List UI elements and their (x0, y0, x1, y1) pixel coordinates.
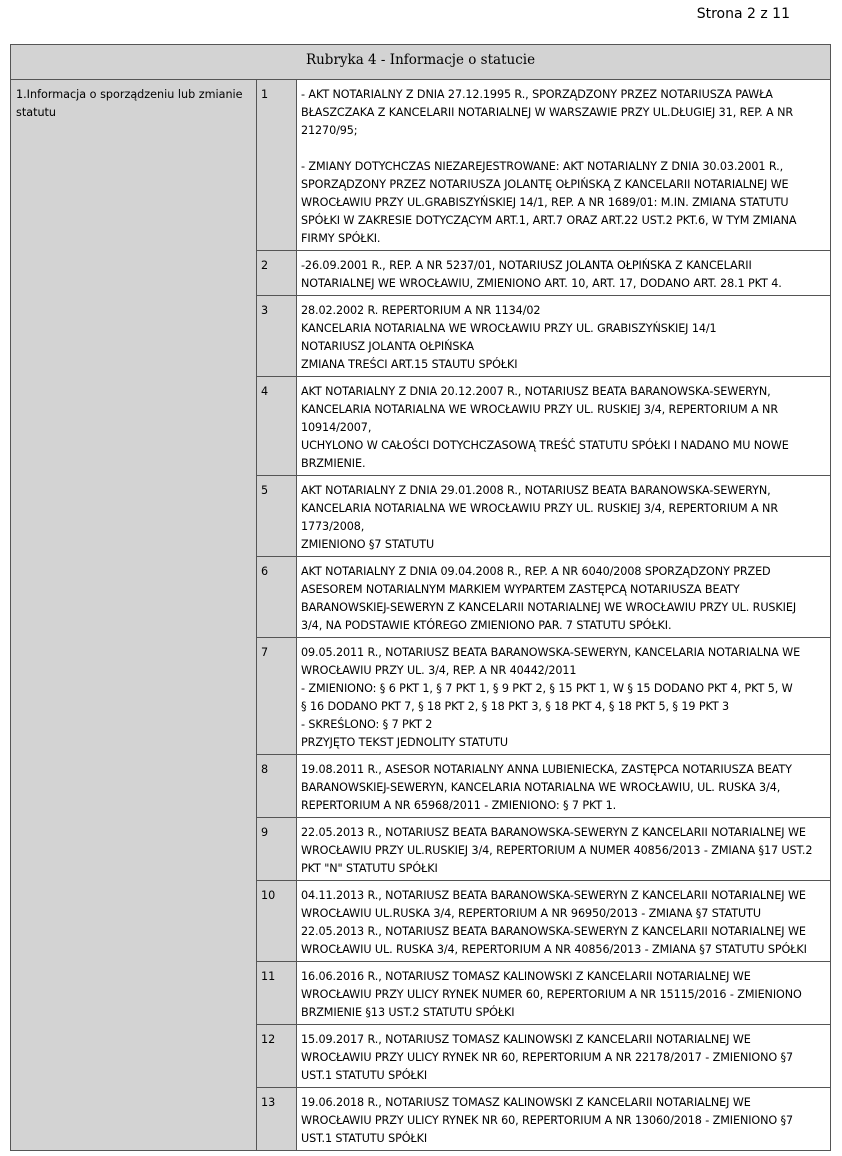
entry-text-line: 22.05.2013 R., NOTARIUSZ BEATA BARANOWSKA-SEWERYN Z KANCELARII NOTARIALNEJ WE (301, 925, 806, 938)
section-title: Rubryka 4 - Informacje o statucie (11, 45, 831, 80)
entry-text-line: KANCELARIA NOTARIALNA WE WROCŁAWIU PRZY UL. RUSKIEJ 3/4, REPERTORIUM A NR (301, 502, 778, 515)
entry-text (297, 962, 831, 1025)
entry-row (11, 80, 831, 251)
entry-text (297, 638, 831, 755)
entry-number: 7 (257, 638, 297, 755)
entry-text-line: - AKT NOTARIALNY Z DNIA 27.12.1995 R., SPORZĄDZONY PRZEZ NOTARIUSZA PAWŁA (301, 88, 773, 101)
field-label: 1.Informacja o sporządzeniu lub zmianie statutu (11, 80, 257, 1151)
entry-text (297, 377, 831, 476)
entry-text (297, 1088, 831, 1151)
entry-number: 6 (257, 557, 297, 638)
entry-text-line: § 16 DODANO PKT 7, § 18 PKT 2, § 18 PKT 3, § 18 PKT 4, § 18 PKT 5, § 19 PKT 3 (301, 700, 730, 713)
entry-number: 8 (257, 755, 297, 818)
entry-text (297, 755, 831, 818)
entry-text-line: UCHYLONO W CAŁOŚCI DOTYCHCZASOWĄ TREŚĆ STATUTU SPÓŁKI I NADANO MU NOWE (301, 439, 789, 452)
entry-text-line: KANCELARIA NOTARIALNA WE WROCŁAWIU PRZY UL. RUSKIEJ 3/4, REPERTORIUM A NR (301, 403, 778, 416)
entry-text (297, 251, 831, 296)
entry-text-line: 21270/95; (301, 124, 358, 137)
entry-number: 1 (257, 80, 297, 251)
entry-number: 4 (257, 377, 297, 476)
entry-text-line: BRZMIENIE. (301, 457, 366, 470)
entry-text-line: AKT NOTARIALNY Z DNIA 29.01.2008 R., NOTARIUSZ BEATA BARANOWSKA-SEWERYN, (301, 484, 771, 497)
entry-text-line: 22.05.2013 R., NOTARIUSZ BEATA BARANOWSKA-SEWERYN Z KANCELARII NOTARIALNEJ WE (301, 826, 806, 839)
entry-number: 9 (257, 818, 297, 881)
entry-text (297, 1025, 831, 1088)
entry-text-line: BARANOWSKIEJ-SEWERYN, KANCELARIA NOTARIALNA WE WROCŁAWIU, UL. RUSKA 3/4, (301, 781, 781, 794)
entry-text-line: SPÓŁKI W ZAKRESIE DOTYCZĄCYM ART.1, ART.7 ORAZ ART.22 UST.2 PKT.6, W TYM ZMIANA (301, 214, 797, 227)
entry-text-line: WROCŁAWIU PRZY ULICY RYNEK NR 60, REPERTORIUM A NR 22178/2017 - ZMIENIONO §7 (301, 1051, 794, 1064)
entry-text-line: WROCŁAWIU UL. RUSKA 3/4, REPERTORIUM A NR 40856/2013 - ZMIANA §7 STATUTU SPÓŁKI (301, 943, 807, 956)
section-header-row (11, 45, 831, 80)
entry-text-line: - ZMIENIONO: § 6 PKT 1, § 7 PKT 1, § 9 PKT 2, § 15 PKT 1, W § 15 DODANO PKT 4, PKT 5, W (301, 682, 793, 695)
entry-text-line: 10914/2007, (301, 421, 372, 434)
entry-text-line: KANCELARIA NOTARIALNA WE WROCŁAWIU PRZY UL. GRABISZYŃSKIEJ 14/1 (301, 322, 717, 335)
entry-text-line: -26.09.2001 R., REP. A NR 5237/01, NOTARIUSZ JOLANTA OŁPIŃSKA Z KANCELARII (301, 259, 752, 272)
entry-number: 2 (257, 251, 297, 296)
entry-number: 5 (257, 476, 297, 557)
entry-text-line: 16.06.2016 R., NOTARIUSZ TOMASZ KALINOWSKI Z KANCELARII NOTARIALNEJ WE (301, 970, 751, 983)
entry-text-line: 3/4, NA PODSTAWIE KTÓREGO ZMIENIONO PAR. 7 STATUTU SPÓŁKI. (301, 619, 672, 632)
entry-number: 10 (257, 881, 297, 962)
entry-text-line: WROCŁAWIU PRZY ULICY RYNEK NUMER 60, REPERTORIUM A NR 15115/2016 - ZMIENIONO (301, 988, 802, 1001)
entry-text-line: WROCŁAWIU PRZY UL. 3/4, REP. A NR 40442/2011 (301, 664, 577, 677)
entry-text-line: BARANOWSKIEJ-SEWERYN Z KANCELARII NOTARIALNEJ WE WROCŁAWIU PRZY UL. RUSKIEJ (301, 601, 797, 614)
entry-text-line: WROCŁAWIU PRZY UL.RUSKIEJ 3/4, REPERTORIUM A NUMER 40856/2013 - ZMIANA §17 UST.2 (301, 844, 813, 857)
entry-text-line: NOTARIUSZ JOLANTA OŁPIŃSKA (301, 340, 474, 353)
entry-number: 13 (257, 1088, 297, 1151)
page-number: Strona 2 z 11 (696, 6, 790, 22)
entry-text-line: PRZYJĘTO TEKST JEDNOLITY STATUTU (301, 736, 508, 749)
entry-text-line: BRZMIENIE §13 UST.2 STATUTU SPÓŁKI (301, 1006, 515, 1019)
entry-text-line: FIRMY SPÓŁKI. (301, 232, 381, 245)
entry-text-line: PKT "N" STATUTU SPÓŁKI (301, 862, 438, 875)
entry-text (297, 80, 831, 251)
entry-text-line: UST.1 STATUTU SPÓŁKI (301, 1132, 428, 1145)
entry-text-line: 28.02.2002 R. REPERTORIUM A NR 1134/02 (301, 304, 541, 317)
statute-info-table (10, 44, 831, 1151)
entry-text-line: WROCŁAWIU PRZY UL.GRABISZYŃSKIEJ 14/1, REP. A NR 1689/01: M.IN. ZMIANA STATUTU (301, 196, 789, 209)
entry-text-line: 09.05.2011 R., NOTARIUSZ BEATA BARANOWSKA-SEWERYN, KANCELARIA NOTARIALNA WE (301, 646, 801, 659)
entry-text-line: UST.1 STATUTU SPÓŁKI (301, 1069, 428, 1082)
entry-text-line: ZMIANA TREŚCI ART.15 STAUTU SPÓŁKI (301, 358, 518, 371)
entry-text-line: 04.11.2013 R., NOTARIUSZ BEATA BARANOWSKA-SEWERYN Z KANCELARII NOTARIALNEJ WE (301, 889, 806, 902)
entry-text-line: NOTARIALNEJ WE WROCŁAWIU, ZMIENIONO ART. 10, ART. 17, DODANO ART. 28.1 PKT 4. (301, 277, 782, 290)
entry-text-line: - ZMIANY DOTYCHCZAS NIEZAREJESTROWANE: AKT NOTARIALNY Z DNIA 30.03.2001 R., (301, 160, 784, 173)
entry-number: 3 (257, 296, 297, 377)
entry-text (297, 476, 831, 557)
entry-text-line: SPORZĄDZONY PRZEZ NOTARIUSZA JOLANTĘ OŁPIŃSKĄ Z KANCELARII NOTARIALNEJ WE (301, 178, 789, 191)
entry-text (297, 557, 831, 638)
entry-text-line: REPERTORIUM A NR 65968/2011 - ZMIENIONO: § 7 PKT 1. (301, 799, 617, 812)
entry-text-line: AKT NOTARIALNY Z DNIA 09.04.2008 R., REP. A NR 6040/2008 SPORZĄDZONY PRZED (301, 565, 771, 578)
entry-text-line: - SKREŚLONO: § 7 PKT 2 (301, 718, 433, 731)
entry-text-line: AKT NOTARIALNY Z DNIA 20.12.2007 R., NOTARIUSZ BEATA BARANOWSKA-SEWERYN, (301, 385, 771, 398)
table-body (11, 45, 831, 1151)
entry-number: 12 (257, 1025, 297, 1088)
entry-text-line: 15.09.2017 R., NOTARIUSZ TOMASZ KALINOWSKI Z KANCELARII NOTARIALNEJ WE (301, 1033, 751, 1046)
entry-text (297, 881, 831, 962)
entry-text-line: WROCŁAWIU PRZY ULICY RYNEK NR 60, REPERTORIUM A NR 13060/2018 - ZMIENIONO §7 (301, 1114, 794, 1127)
entry-text-line: WROCŁAWIU UL.RUSKA 3/4, REPERTORIUM A NR 96950/2013 - ZMIANA §7 STATUTU (301, 907, 761, 920)
entry-text-line: ASESOREM NOTARIALNYM MARKIEM WYPARTEM ZASTĘPCĄ NOTARIUSZA BEATY (301, 583, 740, 596)
entry-text-gap (301, 140, 826, 158)
entry-text (297, 818, 831, 881)
entry-number: 11 (257, 962, 297, 1025)
entry-text-line: 19.08.2011 R., ASESOR NOTARIALNY ANNA LUBIENIECKA, ZASTĘPCA NOTARIUSZA BEATY (301, 763, 792, 776)
entry-text-line: 1773/2008, (301, 520, 365, 533)
entry-text-line: BŁASZCZAKA Z KANCELARII NOTARIALNEJ W WARSZAWIE PRZY UL.DŁUGIEJ 31, REP. A NR (301, 106, 794, 119)
entry-text-line: ZMIENIONO §7 STATUTU (301, 538, 435, 551)
entry-text-line: 19.06.2018 R., NOTARIUSZ TOMASZ KALINOWSKI Z KANCELARII NOTARIALNEJ WE (301, 1096, 751, 1109)
entry-text (297, 296, 831, 377)
